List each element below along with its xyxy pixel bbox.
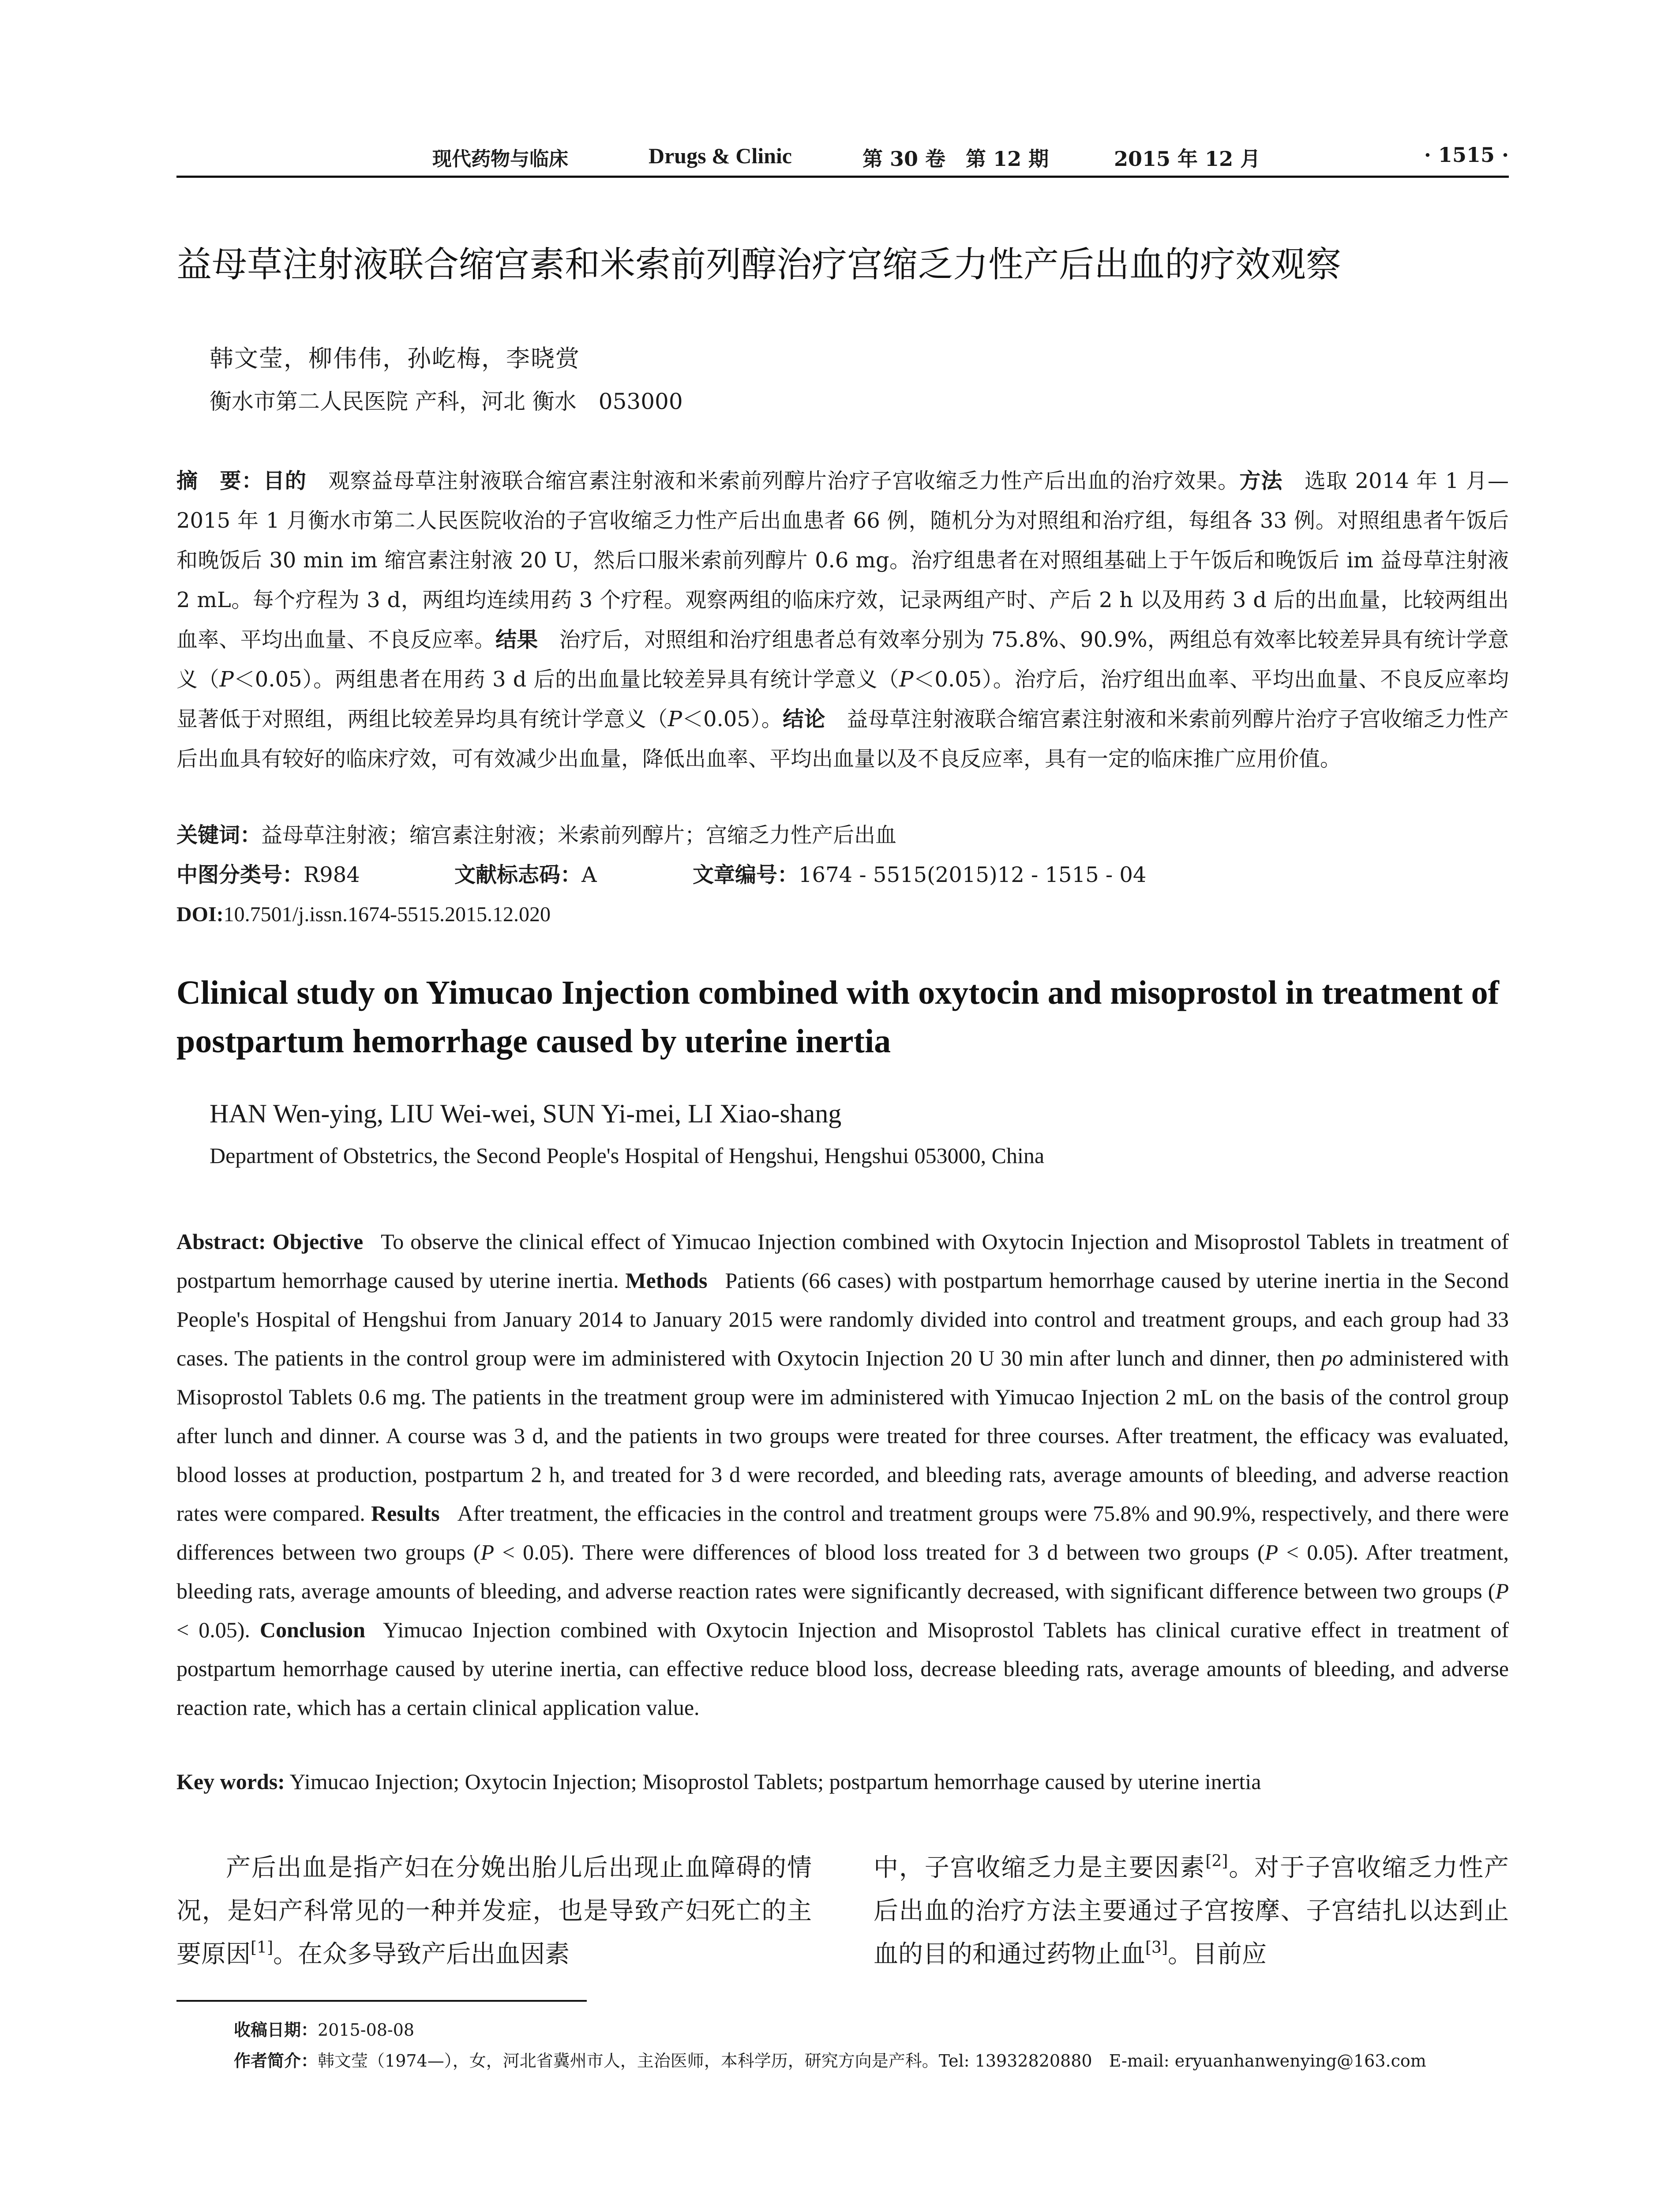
objective-label-cn: 目的 bbox=[263, 469, 307, 493]
doi-line bbox=[176, 895, 1509, 934]
conclusion-text-cn: 益母草注射液联合缩宫素注射液和米索前列醇片治疗子宫收缩乏力性产后出血具有较好的临床疗效，可有效减少出血量，降低出血率、平均出血量以及不良反应率，具有一定的临床推广应用价值。 bbox=[176, 707, 1509, 771]
methods-label-en: Methods bbox=[625, 1268, 708, 1293]
header-page-number: · 1515 · bbox=[1424, 143, 1509, 167]
header-date: 2015 年 12 月 bbox=[1114, 147, 1261, 171]
p-value-symbol: P bbox=[1264, 1540, 1279, 1564]
body-text-right-b: 。对于子宫收缩乏力性产后出血的治疗方法主要通过子宫按摩、子宫结扎以达到止血的目的和通过药物止血 bbox=[874, 1853, 1509, 1969]
results-text-cn-b: ＜0.05）。两组患者在用药 3 d 后的出血量比较差异具有统计学意义（ bbox=[233, 667, 900, 692]
p-value-symbol: P bbox=[219, 667, 234, 692]
classification-line bbox=[176, 855, 1509, 895]
results-text-cn-d: ＜0.05）。 bbox=[682, 707, 783, 732]
header-journal-cn: 现代药物与临床 bbox=[432, 148, 568, 170]
header-journal-en: Drugs & Clinic bbox=[649, 143, 792, 168]
methods-text-en-b: administered with Misoprostol Tablets 0.6 mg. The patients in the treatment group were im administered with Yimucao Injection 2 mL on the basis of the control group after lunch and dinner. A course was 3 d, and the patients in two groups were treated for three courses. After treatment, the efficacy was evaluated, blood losses at production, postpartum 2 h, and treated for 3 d were recorded, and bleeding rats, average amounts of bleeding, and adverse reaction rates were compared. bbox=[176, 1346, 1509, 1526]
doc-code-label: 文献标志码： bbox=[454, 863, 582, 887]
methods-label-cn: 方法 bbox=[1239, 469, 1283, 493]
conclusion-label-cn: 结论 bbox=[783, 707, 825, 732]
author-bio-note bbox=[234, 2047, 1426, 2071]
p-value-symbol: P bbox=[668, 707, 682, 732]
citation-ref[interactable]: [3] bbox=[1145, 1939, 1168, 1957]
chinese-affiliation: 衡水市第二人民医院 产科，河北 衡水 053000 bbox=[210, 389, 683, 414]
results-text-en-c: < 0.05). After treatment, bleeding rats, average amounts of bleeding, and adverse reaction rates were significantly decreased, with significant difference between two groups ( bbox=[176, 1540, 1509, 1603]
chinese-authors: 韩文莹，柳伟伟，孙屹梅，李晓赏 bbox=[210, 345, 580, 372]
chinese-abstract bbox=[176, 461, 1509, 779]
p-value-symbol: P bbox=[1495, 1579, 1509, 1603]
p-value-symbol: P bbox=[899, 667, 914, 692]
results-text-en-b: < 0.05). There were differences of blood loss treated for 3 d between two groups ( bbox=[494, 1540, 1265, 1564]
body-column-right bbox=[874, 1846, 1509, 1976]
english-affiliation: Department of Obstetrics, the Second People's Hospital of Hengshui, Hengshui 053000, China bbox=[210, 1143, 1045, 1168]
header-rule bbox=[176, 176, 1509, 178]
keywords-label-en: Key words: bbox=[176, 1769, 285, 1794]
author-bio-label: 作者简介： bbox=[234, 2051, 318, 2071]
article-no-value: 1674 - 5515(2015)12 - 1515 - 04 bbox=[799, 863, 1147, 887]
conclusion-label-en: Conclusion bbox=[259, 1617, 365, 1642]
running-header bbox=[176, 140, 1509, 176]
received-label: 收稿日期： bbox=[234, 2020, 318, 2040]
citation-ref[interactable]: [1] bbox=[251, 1939, 273, 1957]
objective-text-en: To observe the clinical effect of Yimucao Injection combined with Oxytocin Injection and Misoprostol Tablets in treatment of postpartum hemorrhage caused by uterine inertia. bbox=[176, 1229, 1509, 1293]
doi-label: DOI: bbox=[176, 903, 224, 926]
chinese-title: 益母草注射液联合缩宫素和米索前列醇治疗宫缩乏力性产后出血的疗效观察 bbox=[176, 244, 1341, 285]
english-authors: HAN Wen-ying, LIU Wei-wei, SUN Yi-mei, LI Xiao-shang bbox=[210, 1099, 842, 1128]
author-bio-text: 韩文莹（1974—），女，河北省冀州市人，主治医师，本科学历，研究方向是产科。Tel: 13932820880 E-mail: eryuanhanwenying@163.com bbox=[318, 2051, 1426, 2071]
methods-text-cn: 选取 2014 年 1 月—2015 年 1 月衡水市第二人民医院收治的子宫收缩乏力性产后出血患者 66 例，随机分为对照组和治疗组，每组各 33 例。对照组患者午饭后和晚饭后 30 min im 缩宫素注射液 20 U，然后口服米索前列醇片 0.6 mg。治疗组患者在对照组基础上于午饭后和晚饭后 im 益母草注射液 2 mL。每个疗程为 3 d，两组均连续用药 3 个疗程。观察两组的临床疗效，记录两组产时、产后 2 h 以及用药 3 d 后的出血量，比较两组出血率、平均出血量、不良反应率。 bbox=[176, 469, 1509, 652]
clc-label: 中图分类号： bbox=[176, 863, 304, 887]
clc-value: R984 bbox=[304, 863, 360, 887]
doc-code-value: A bbox=[581, 863, 597, 887]
results-text-cn-c: ＜0.05）。治疗后，治疗组出血率、平均出血量、不良反应率均显著低于对照组，两组比较差异均具有统计学意义（ bbox=[176, 667, 1509, 732]
keywords-text-cn: 益母草注射液；缩宫素注射液；米索前列醇片；宫缩乏力性产后出血 bbox=[261, 823, 897, 848]
received-date-note bbox=[234, 2016, 414, 2041]
abstract-label-en: Abstract: Objective bbox=[176, 1229, 364, 1254]
english-title: Clinical study on Yimucao Injection combined with oxytocin and misoprostol in treatment of postpartum hemorrhage caused by uterine inertia bbox=[176, 974, 1499, 1060]
citation-ref[interactable]: [2] bbox=[1205, 1852, 1228, 1870]
results-label-cn: 结果 bbox=[495, 627, 538, 652]
header-volume-issue: 第 30 卷 第 12 期 bbox=[862, 147, 1049, 171]
results-text-en-d: < 0.05). bbox=[176, 1617, 250, 1642]
article-no-label: 文章编号： bbox=[693, 863, 799, 887]
abstract-label-cn: 摘 要： bbox=[176, 469, 263, 493]
po-abbrev: po bbox=[1321, 1346, 1343, 1370]
keywords-label-cn: 关键词： bbox=[176, 823, 262, 848]
body-column-left bbox=[176, 1846, 812, 1976]
body-text-right-c: 。目前应 bbox=[1168, 1940, 1267, 1969]
results-label-en: Results bbox=[371, 1501, 440, 1526]
objective-text-cn: 观察益母草注射液联合缩宫素注射液和米索前列醇片治疗子宫收缩乏力性产后出血的治疗效果。 bbox=[328, 469, 1240, 493]
body-text-right-a: 中，子宫收缩乏力是主要因素 bbox=[874, 1853, 1206, 1882]
conclusion-text-en: Yimucao Injection combined with Oxytocin Injection and Misoprostol Tablets has clinical curative effect in treatment of postpartum hemorrhage caused by uterine inertia, can effective reduce blood loss, decrease bleeding rats, average amounts of bleeding, and adverse reaction rate, which has a certain clinical application value. bbox=[176, 1617, 1509, 1720]
body-text-left-b: 。在众多导致产后出血因素 bbox=[273, 1940, 570, 1969]
body-text-left-a: 产后出血是指产妇在分娩出胎儿后出现止血障碍的情况，是妇产科常见的一种并发症，也是导致产妇死亡的主要原因 bbox=[176, 1853, 812, 1969]
english-abstract bbox=[176, 1222, 1509, 1727]
results-text-en-a: After treatment, the efficacies in the control and treatment groups were 75.8% and 90.9%, respectively, and there were differences between two groups ( bbox=[176, 1501, 1509, 1564]
doi-value[interactable]: 10.7501/j.issn.1674-5515.2015.12.020 bbox=[223, 903, 551, 926]
english-keywords bbox=[176, 1762, 1509, 1801]
p-value-symbol: P bbox=[480, 1540, 494, 1564]
keywords-text-en: Yimucao Injection; Oxytocin Injection; Misoprostol Tablets; postpartum hemorrhage caused by uterine inertia bbox=[289, 1769, 1261, 1794]
footnote-rule bbox=[176, 2000, 587, 2002]
received-date: 2015-08-08 bbox=[318, 2020, 415, 2040]
methods-text-en-a: Patients (66 cases) with postpartum hemorrhage caused by uterine inertia in the Second People's Hospital of Hengshui from January 2014 to January 2015 were randomly divided into control and treatment groups, and each group had 33 cases. The patients in the control group were im administered with Oxytocin Injection 20 U 30 min after lunch and dinner, then bbox=[176, 1268, 1509, 1370]
chinese-keywords bbox=[176, 815, 1509, 855]
results-text-cn-a: 治疗后，对照组和治疗组患者总有效率分别为 75.8%、90.9%，两组总有效率比较差异具有统计学意义（ bbox=[176, 627, 1509, 692]
